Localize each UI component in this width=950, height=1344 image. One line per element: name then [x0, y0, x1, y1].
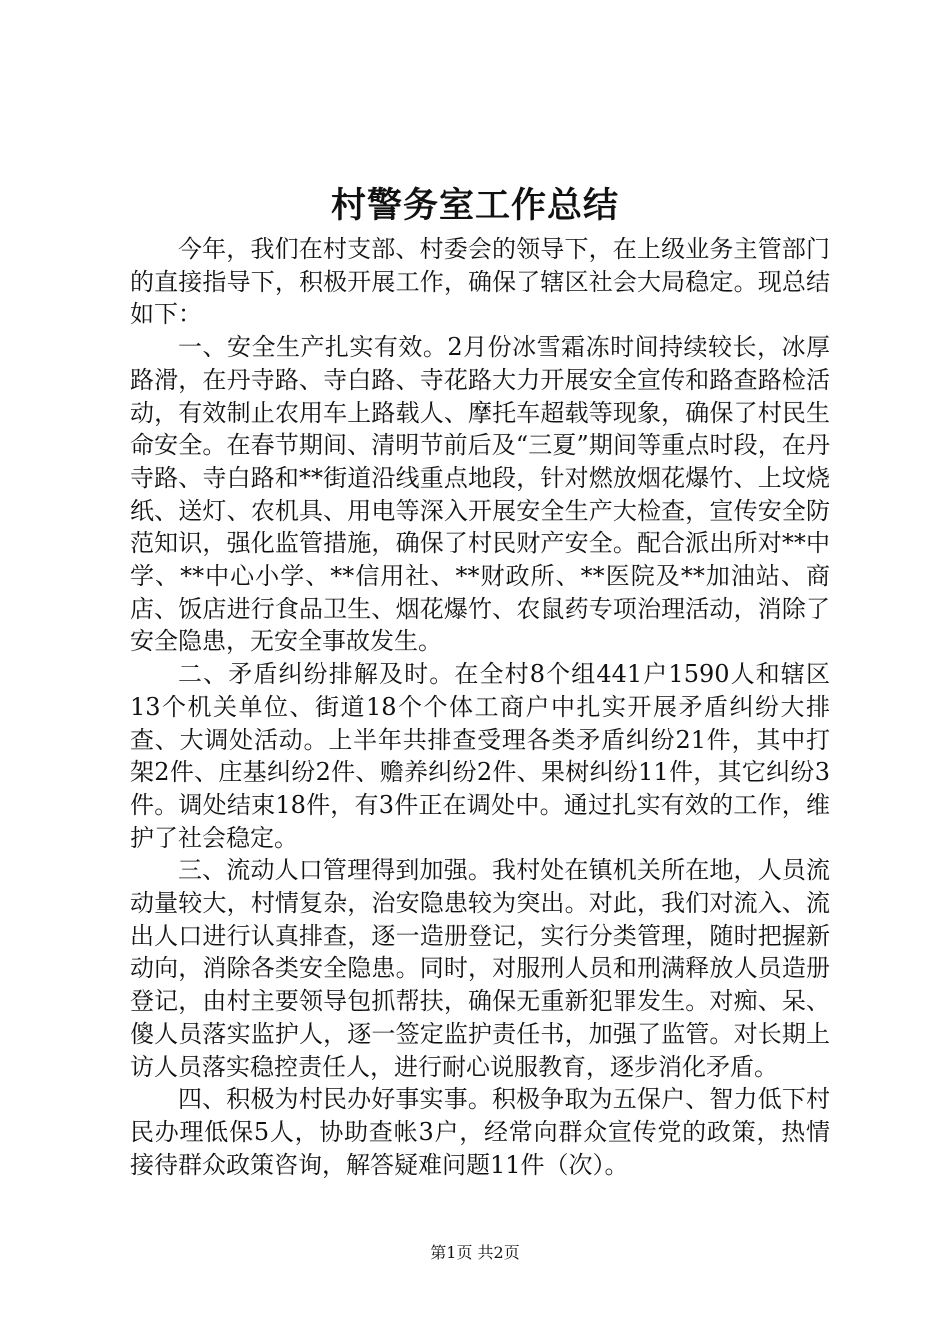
document-body	[130, 233, 830, 1181]
paragraph-intro: 今年，我们在村支部、村委会的领导下，在上级业务主管部门的直接指导下，积极开展工作，确保了辖区社会大局稳定。现总结如下：	[130, 235, 830, 329]
document-title: 村警务室工作总结	[330, 185, 619, 226]
paragraph-floating-population: 三、流动人口管理得到加强。我村处在镇机关所在地，人员流动量较大，村情复杂，治安隐患较为突出。对此，我们对流入、流出人口进行认真排查，逐一造册登记，实行分类管理，随时把握新动向，消除各类安全隐患。同时，对服刑人员和刑满释放人员造册登记，由村主要领导包抓帮扶，确保无重新犯罪发生。对痴、呆、傻人员落实监护人，逐一签定监护责任书，加强了监管。对长期上访人员落实稳控责任人，进行耐心说服教育，逐步消化矛盾。	[130, 856, 830, 1081]
paragraph-safety-production: 一、安全生产扎实有效。2月份冰雪霜冻时间持续较长，冰厚路滑，在丹寺路、寺白路、寺花路大力开展安全宣传和路查路检活动，有效制止农用车上路载人、摩托车超载等现象，确保了村民生命安全。在春节期间、清明节前后及“三夏”期间等重点时段，在丹寺路、寺白路和**街道沿线重点地段，针对燃放烟花爆竹、上坟烧纸、送灯、农机具、用电等深入开展安全生产大检查，宣传安全防范知识，强化监管措施，确保了村民财产安全。配合派出所对**中学、**中心小学、**信用社、**财政所、**医院及**加油站、商店、饭店进行食品卫生、烟花爆竹、农鼠药专项治理活动，消除了安全隐患，无安全事故发生。	[130, 333, 830, 656]
page-number-footer: 第1页 共2页	[430, 1243, 520, 1262]
paragraph-villager-service: 四、积极为村民办好事实事。积极争取为五保户、智力低下村民办理低保5人，协助查帐3户，经常向群众宣传党的政策，热情接待群众政策咨询，解答疑难问题11件（次）。	[130, 1085, 830, 1179]
paragraph-dispute-resolution: 二、矛盾纠纷排解及时。在全村8个组441户1590人和辖区13个机关单位、街道18个个体工商户中扎实开展矛盾纠纷大排查、大调处活动。上半年共排查受理各类矛盾纠纷21件，其中打架2件、庄基纠纷2件、赡养纠纷2件、果树纠纷11件，其它纠纷3件。调处结束18件，有3件正在调处中。通过扎实有效的工作，维护了社会稳定。	[130, 660, 830, 852]
